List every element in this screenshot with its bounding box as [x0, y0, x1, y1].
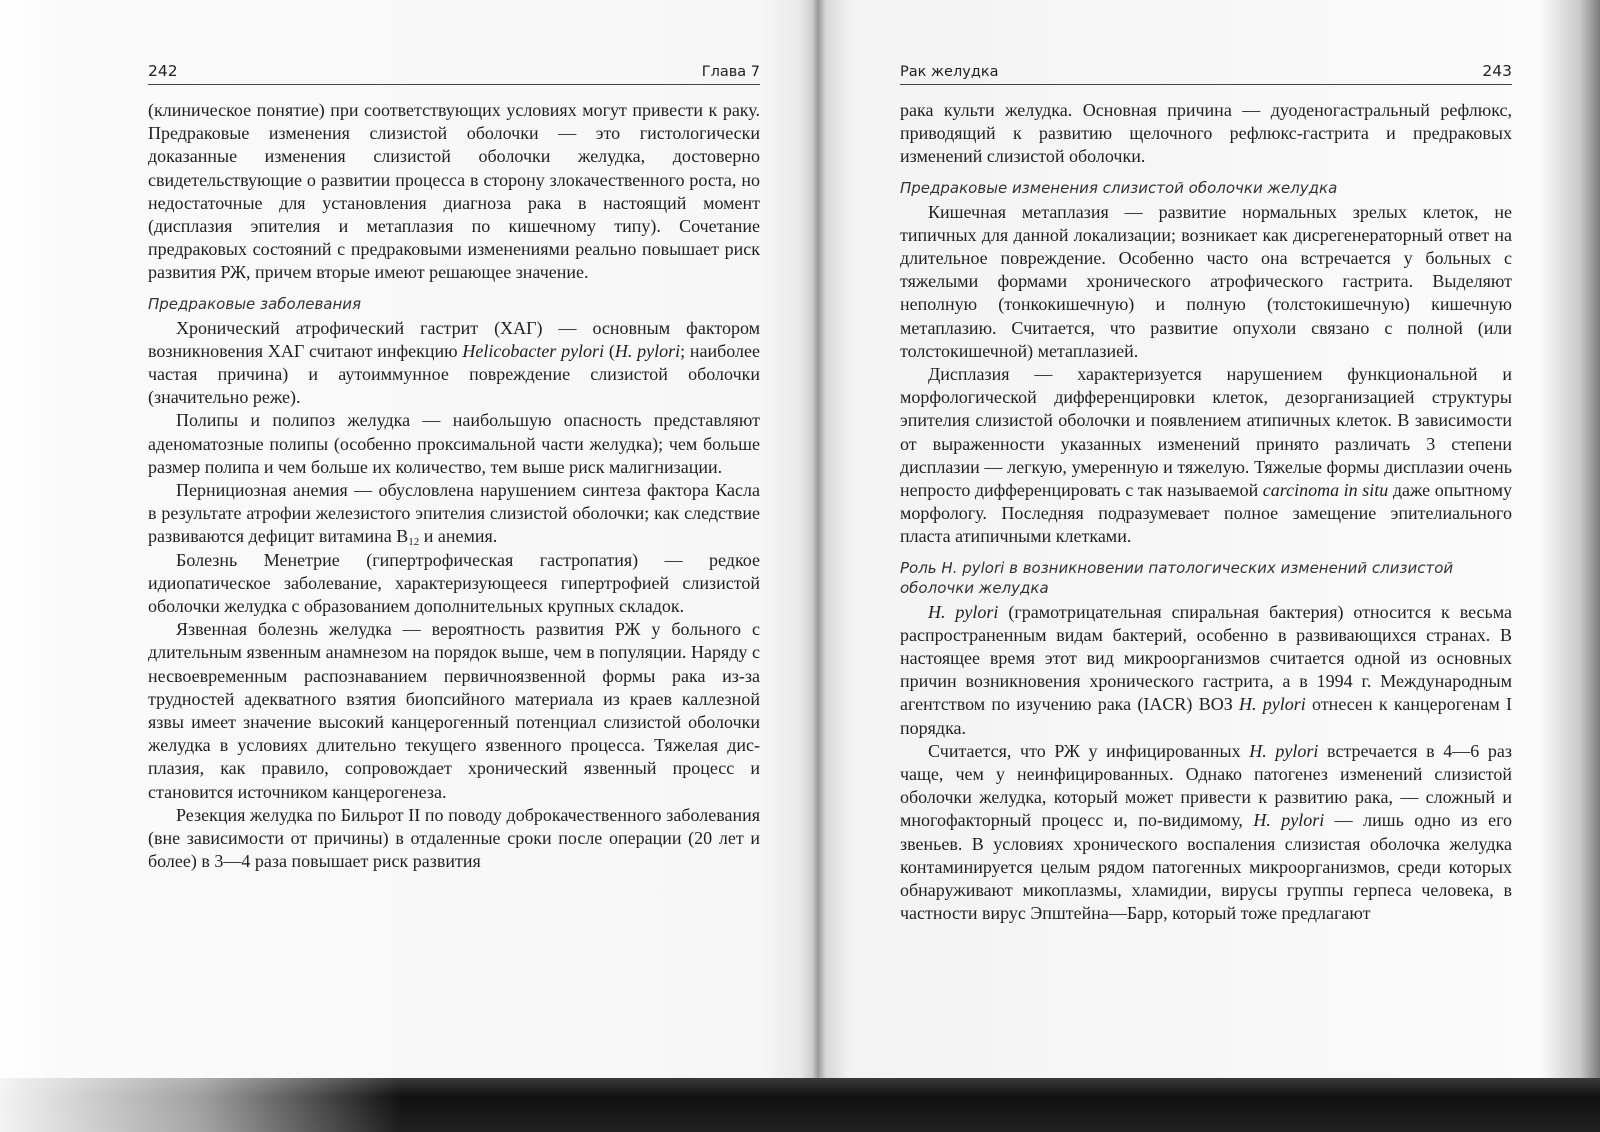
left-p2-italic-2: H. pylori [614, 340, 681, 361]
left-page [148, 58, 760, 874]
left-paragraph-1: (клиническое понятие) при соответствующих условиях могут привести к раку. Предраковые изменения слизистой оболочки — это гистологически доказанные изменения слизистой оболочки желудка, достоверно свидетельствующие о развитии процесса в сторону злокачественного роста, но недостаточные для установления диагноза рака в настоящий момент (дисплазия эпителия и метаплазия по кишечному типу). Сочетание предраковых состояний с предраковыми изменениями реально повышает риск развития РЖ, причем вторые имеют решающее значение. [148, 100, 760, 283]
left-subhead-precancer-diseases: Предраковые заболевания [148, 294, 362, 313]
right-p4-italic-2: H. pylori [1239, 694, 1306, 715]
right-p5-text-a: Считается, что РЖ у инфицированных [928, 740, 1250, 761]
right-body-text [900, 99, 1512, 926]
left-page-number: 242 [148, 62, 178, 80]
right-paragraph-4 [900, 601, 1512, 740]
left-body-text [148, 99, 760, 874]
left-p2-italic-1: Helicobacter pylori [462, 340, 605, 361]
right-p3-italic: carcinoma in situ [1262, 480, 1389, 501]
left-paragraph-5: Болезнь Менетрие (гипертрофическая гастропатия) — редкое идиопатическое заболевание, характеризующееся гипертрофией слизистой оболочки желудка с образованием дополнительных крупных складок. [148, 549, 760, 617]
left-p4-text-a: Пернициозная анемия — обусловлена нарушением синтеза фактора Касла в результате атрофии железистого эпителия слизистой оболочки; как следствие развиваются дефицит витамина B [148, 480, 760, 547]
left-p2-text-c: ; наиболее частая причина) и аутоиммунное повреждение слизистой оболочки (значительно реже). [148, 340, 761, 408]
right-subhead-precancer-changes: Предраковые изменения слизистой оболочки желудка [900, 178, 1338, 197]
right-paragraph-1: рака культи желудка. Основная причина — дуоденогастральный рефлюкс, приводящий к развитию щелочного рефлюкс-гастрита и предраковых изменений слизистой оболочки. [900, 100, 1512, 167]
right-subhead-hpylori-role: Роль H. pylori в возникновении патологических изменений слизистой оболочки желудка [900, 558, 1454, 597]
right-p4-text-b: отнесен к канцерогенам I порядка. [900, 694, 1513, 738]
right-paragraph-3 [900, 363, 1512, 549]
left-p2-text-b: ( [604, 340, 615, 361]
right-p5-italic-1: H. pylori [1249, 740, 1319, 761]
right-p4-text-a: (грамотрицательная спиральная бактерия) относится к весьма распространенным видам бактерий, особенно в развивающихся странах. В настоящее время этот вид микроорганизмов считается одной из основных причин возникновения хронического гастрита, а в 1994 г. Международным агентством по изучению рака (IACR) ВОЗ [900, 601, 1512, 715]
left-paragraph-2 [148, 317, 760, 410]
right-running-head [900, 58, 1512, 85]
right-page-number: 243 [1482, 62, 1512, 80]
right-p5-text-b: встречается в 4—6 раз чаще, чем у неинфицированных. Однако патогенез изменений слизистой оболочки желудка, который может привести к развитию рака, — сложный и многофакторный процесс и, по-видимому, [900, 740, 1513, 831]
right-p4-italic-1: H. pylori [928, 601, 999, 622]
left-paragraph-6: Язвенная болезнь желудка — вероятность развития РЖ у больного с длительным язвенным анамнезом на порядок выше, чем в популяции. Наряду с несвоевременным распознаванием первичноязвенной формы рака из-за трудностей адекватного взятия биопсийного материала из краев каллезной язвы имеет значение высокий канцерогенный потенциал слизистой оболочки желудка в условиях длительно текущего язвенного процесса. Тяжелая дисплазия, как правило, сопровождает хронический язвенный процесс и становится источником канцерогенеза. [148, 619, 760, 802]
right-chapter-title: Рак желудка [900, 64, 999, 80]
right-p5-text-c: — лишь одно из его звеньев. В условиях хронического воспаления слизистая оболочка желудка контаминируется целым рядом патогенных микроорганизмов, среди которых обнаруживают микоплазмы, хламидии, вирусы группы герпеса человека, в частности вирус Эпштейна—Барр, который тоже предлагают [900, 810, 1513, 924]
right-paragraph-5 [900, 740, 1512, 926]
right-paragraph-2: Кишечная метаплазия — развитие нормальных зрелых клеток, не типичных для данной локализации; возникает как дисрегенераторный ответ на длительное повреждение. Особенно часто она встречается у больных с тяжелыми формами хронического атрофического гастрита. Выделяют неполную (тонкокишечную) и полную (толстокишечную) кишечную метаплазию. Считается, что развитие опухоли связано с полной (или толстокишечной) метаплазией. [900, 201, 1512, 361]
right-p3-text-a: Дисплазия — характеризуется нарушением функциональной и морфологической дифференцировки клеток, дезорганизацией структуры эпителия слизистой оболочки и появлением атипичных клеток. В зависимости от выраженности указанных изменений принято различать 3 степени дисплазии — легкую, умеренную и тяжелую. Тяжелые формы дисплазии очень непросто дифференцировать с так называемой [900, 364, 1512, 501]
left-p4-subscript: 12 [408, 536, 420, 549]
left-paragraph-4 [148, 479, 760, 549]
left-paragraph-3: Полипы и полипоз желудка — наибольшую опасность представляют аденоматозные полипы (особенно проксимальной части желудка); чем больше размер полипа и чем больше их количество, тем выше риск малигнизации. [148, 410, 760, 477]
left-chapter-title: Глава 7 [701, 64, 760, 80]
left-p4-text-b: и анемия. [419, 526, 498, 547]
left-p2-text-a: Хронический атрофический гастрит (ХАГ) — основным фактором возникновения ХАГ считают инфекцию [148, 317, 760, 361]
right-p5-italic-2: H. pylori [1253, 810, 1325, 831]
right-p3-text-b: даже опытному морфологу. Последняя подразумевает полное замещение эпителиального пласта атипичными клетками. [900, 480, 1512, 547]
right-page [900, 58, 1512, 926]
scan-bottom-edge-fade [0, 1078, 400, 1132]
left-paragraph-7: Резекция желудка по Бильрот II по поводу доброкачественного заболевания (вне зависимости от причины) в отдаленные сроки после операции (20 лет и более) в 3—4 раза повышает риск развития [148, 804, 760, 872]
left-running-head [148, 58, 760, 85]
